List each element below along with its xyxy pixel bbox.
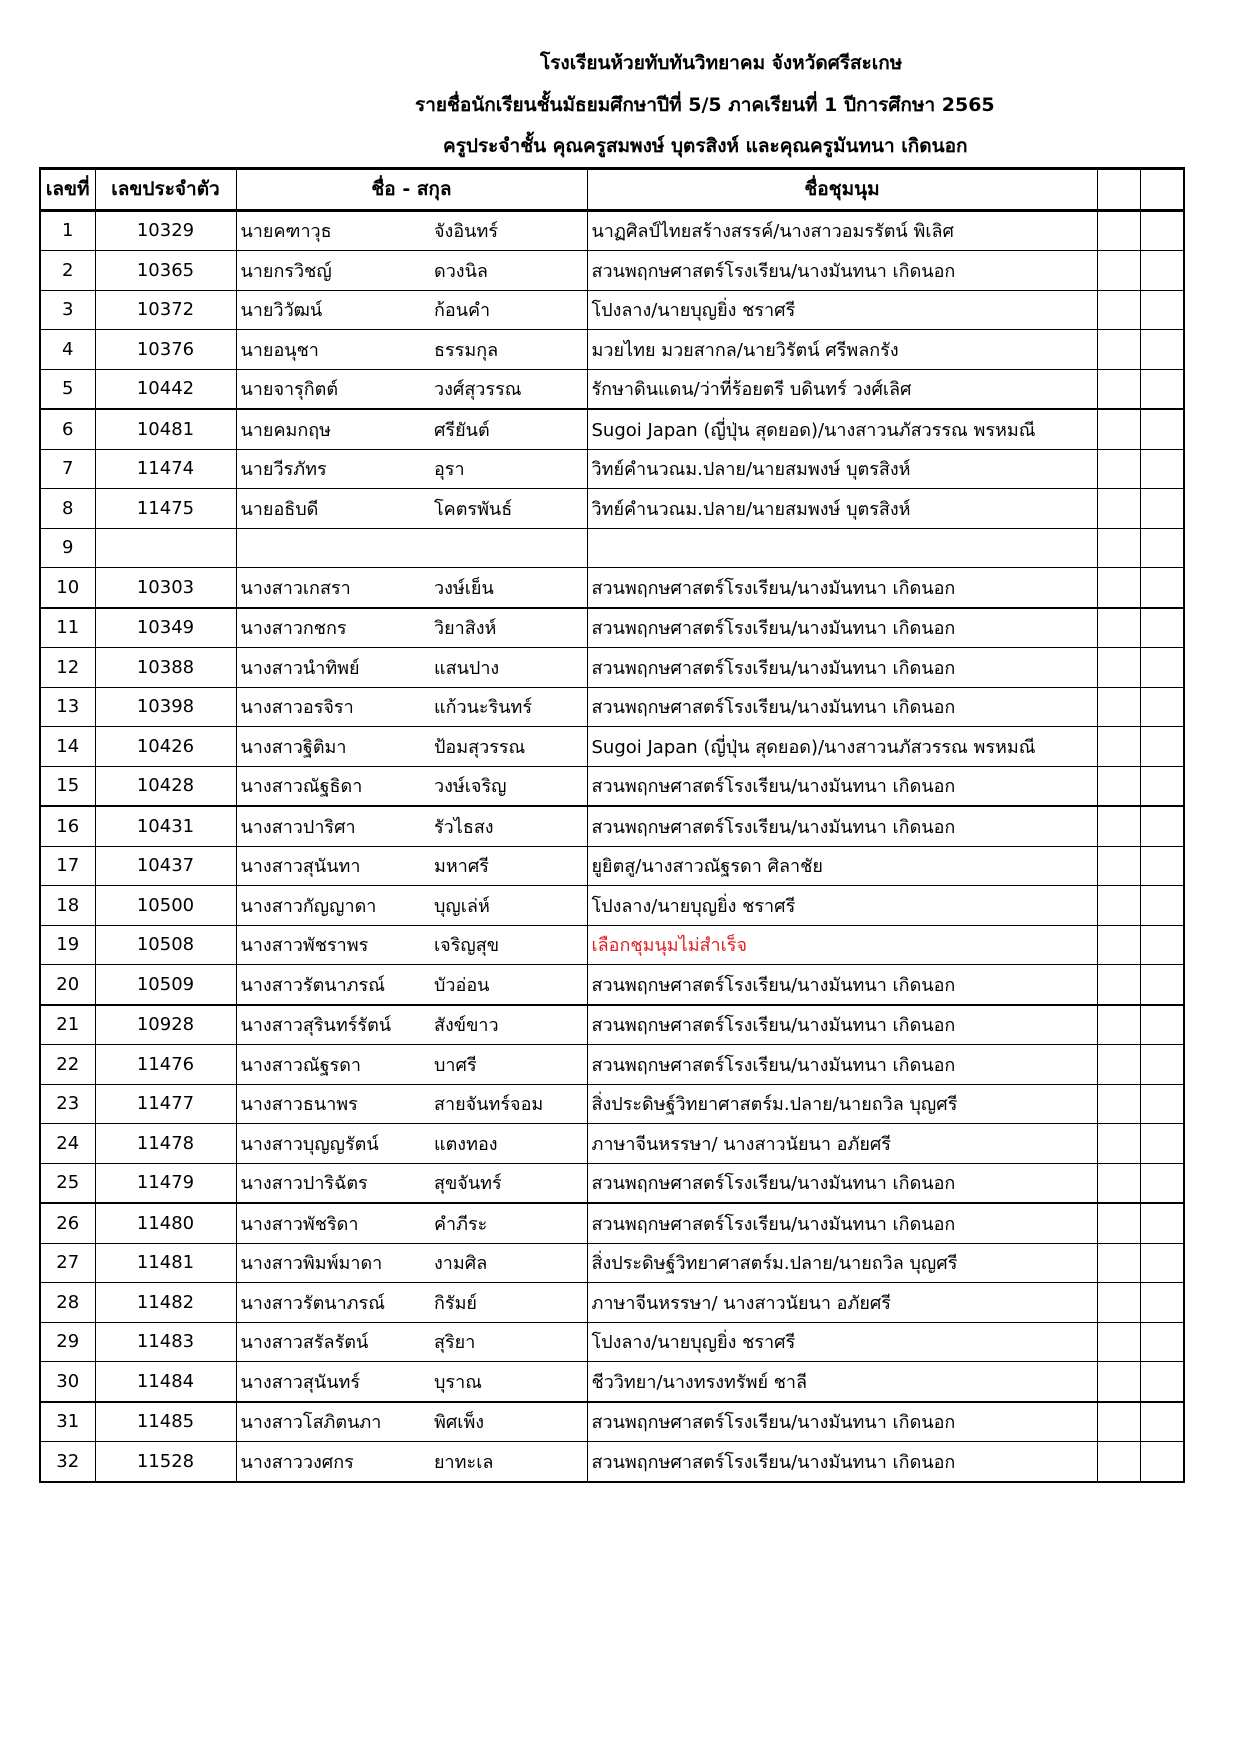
cell-first-name: นางสาวกัญญาดา bbox=[236, 886, 430, 926]
cell-club: สวนพฤกษศาสตร์โรงเรียน/นางมันทนา เกิดนอก bbox=[587, 648, 1097, 688]
cell-blank-2 bbox=[1140, 1402, 1184, 1442]
cell-club: สวนพฤกษศาสตร์โรงเรียน/นางมันทนา เกิดนอก bbox=[587, 1203, 1097, 1243]
cell-first-name: นางสาวรัตนาภรณ์ bbox=[236, 1283, 430, 1323]
table-row bbox=[40, 1362, 1184, 1402]
cell-blank-1 bbox=[1097, 1362, 1140, 1402]
cell-blank-2 bbox=[1140, 1283, 1184, 1323]
cell-first-name: นายคมกฤษ bbox=[236, 409, 430, 449]
cell-last-name: พิศเพ็ง bbox=[430, 1402, 587, 1442]
cell-first-name: นางสาวณัฐธิดา bbox=[236, 766, 430, 806]
cell-last-name: ยาทะเล bbox=[430, 1442, 587, 1482]
cell-blank-2 bbox=[1140, 965, 1184, 1005]
cell-club: วิทย์คำนวณม.ปลาย/นายสมพงษ์ บุตรสิงห์ bbox=[587, 489, 1097, 529]
cell-blank-1 bbox=[1097, 965, 1140, 1005]
table-row bbox=[40, 925, 1184, 965]
cell-club: สวนพฤกษศาสตร์โรงเรียน/นางมันทนา เกิดนอก bbox=[587, 806, 1097, 846]
cell-student-id: 10481 bbox=[95, 409, 236, 449]
cell-last-name: บาศรี bbox=[430, 1045, 587, 1085]
table-row bbox=[40, 1322, 1184, 1362]
cell-no: 8 bbox=[40, 489, 95, 529]
cell-last-name bbox=[430, 528, 587, 568]
table-row bbox=[40, 409, 1184, 449]
cell-student-id: 11483 bbox=[95, 1322, 236, 1362]
table-row bbox=[40, 886, 1184, 926]
cell-no: 4 bbox=[40, 330, 95, 370]
cell-last-name: อุรา bbox=[430, 449, 587, 489]
cell-no: 1 bbox=[40, 210, 95, 251]
cell-no: 23 bbox=[40, 1084, 95, 1124]
table-row bbox=[40, 1084, 1184, 1124]
col-header-id: เลขประจำตัว bbox=[95, 169, 236, 211]
cell-no: 5 bbox=[40, 369, 95, 409]
cell-blank-1 bbox=[1097, 1124, 1140, 1164]
cell-first-name: นางสาวณัฐรดา bbox=[236, 1045, 430, 1085]
cell-first-name: นางสาวรัตนาภรณ์ bbox=[236, 965, 430, 1005]
cell-last-name: วงษ์เจริญ bbox=[430, 766, 587, 806]
student-table bbox=[39, 167, 1185, 1483]
table-row bbox=[40, 1402, 1184, 1442]
cell-no: 30 bbox=[40, 1362, 95, 1402]
cell-club: โปงลาง/นายบุญยิ่ง ชราศรี bbox=[587, 1322, 1097, 1362]
cell-first-name: นางสาวพัชริดา bbox=[236, 1203, 430, 1243]
col-header-no: เลขที่ bbox=[40, 169, 95, 211]
cell-student-id: 10928 bbox=[95, 1005, 236, 1045]
cell-blank-1 bbox=[1097, 409, 1140, 449]
cell-club: Sugoi Japan (ญี่ปุ่น สุดยอด)/นางสาวนภัสวรรณ พรหมณี bbox=[587, 409, 1097, 449]
cell-club: สวนพฤกษศาสตร์โรงเรียน/นางมันทนา เกิดนอก bbox=[587, 766, 1097, 806]
cell-blank-2 bbox=[1140, 251, 1184, 291]
cell-blank-1 bbox=[1097, 687, 1140, 727]
cell-no: 20 bbox=[40, 965, 95, 1005]
cell-blank-1 bbox=[1097, 608, 1140, 648]
cell-first-name: นางสาวพิมพ์มาดา bbox=[236, 1243, 430, 1283]
cell-student-id: 10303 bbox=[95, 568, 236, 608]
cell-club: รักษาดินแดน/ว่าที่ร้อยตรี บดินทร์ วงศ์เลิศ bbox=[587, 369, 1097, 409]
table-row bbox=[40, 965, 1184, 1005]
cell-no: 19 bbox=[40, 925, 95, 965]
cell-student-id: 11476 bbox=[95, 1045, 236, 1085]
cell-club: มวยไทย มวยสากล/นายวิรัตน์ ศรีพลกรัง bbox=[587, 330, 1097, 370]
cell-student-id: 10329 bbox=[95, 210, 236, 251]
cell-blank-1 bbox=[1097, 1402, 1140, 1442]
cell-blank-1 bbox=[1097, 1163, 1140, 1203]
cell-blank-1 bbox=[1097, 1005, 1140, 1045]
cell-student-id: 10426 bbox=[95, 727, 236, 767]
cell-last-name: วงษ์เย็น bbox=[430, 568, 587, 608]
cell-first-name bbox=[236, 528, 430, 568]
cell-student-id: 10500 bbox=[95, 886, 236, 926]
cell-no: 11 bbox=[40, 608, 95, 648]
cell-club: ยูยิตสู/นางสาวณัฐรดา ศิลาชัย bbox=[587, 846, 1097, 886]
cell-student-id: 10442 bbox=[95, 369, 236, 409]
table-row bbox=[40, 1203, 1184, 1243]
cell-no: 7 bbox=[40, 449, 95, 489]
cell-club: โปงลาง/นายบุญยิ่ง ชราศรี bbox=[587, 886, 1097, 926]
cell-club: สวนพฤกษศาสตร์โรงเรียน/นางมันทนา เกิดนอก bbox=[587, 687, 1097, 727]
cell-club: สิ่งประดิษฐ์วิทยาศาสตร์ม.ปลาย/นายถวิล บุญศรี bbox=[587, 1084, 1097, 1124]
cell-blank-2 bbox=[1140, 1045, 1184, 1085]
cell-no: 9 bbox=[40, 528, 95, 568]
cell-no: 28 bbox=[40, 1283, 95, 1323]
cell-blank-2 bbox=[1140, 846, 1184, 886]
cell-blank-2 bbox=[1140, 290, 1184, 330]
cell-blank-2 bbox=[1140, 648, 1184, 688]
cell-club: สวนพฤกษศาสตร์โรงเรียน/นางมันทนา เกิดนอก bbox=[587, 1163, 1097, 1203]
table-row bbox=[40, 727, 1184, 767]
cell-last-name: แสนปาง bbox=[430, 648, 587, 688]
cell-student-id: 11477 bbox=[95, 1084, 236, 1124]
cell-blank-2 bbox=[1140, 1243, 1184, 1283]
cell-no: 6 bbox=[40, 409, 95, 449]
cell-last-name: บุราณ bbox=[430, 1362, 587, 1402]
cell-blank-2 bbox=[1140, 1203, 1184, 1243]
cell-first-name: นางสาวอรจิรา bbox=[236, 687, 430, 727]
table-row bbox=[40, 251, 1184, 291]
table-row bbox=[40, 1243, 1184, 1283]
table-row bbox=[40, 330, 1184, 370]
table-row bbox=[40, 608, 1184, 648]
cell-student-id: 11480 bbox=[95, 1203, 236, 1243]
cell-student-id: 11475 bbox=[95, 489, 236, 529]
cell-first-name: นายอธิบดี bbox=[236, 489, 430, 529]
cell-club: สวนพฤกษศาสตร์โรงเรียน/นางมันทนา เกิดนอก bbox=[587, 1402, 1097, 1442]
cell-last-name: จังอินทร์ bbox=[430, 210, 587, 251]
cell-last-name: บัวอ่อน bbox=[430, 965, 587, 1005]
cell-blank-1 bbox=[1097, 727, 1140, 767]
cell-first-name: นางสาวสุรินทร์รัตน์ bbox=[236, 1005, 430, 1045]
cell-blank-1 bbox=[1097, 1322, 1140, 1362]
cell-student-id: 11528 bbox=[95, 1442, 236, 1482]
cell-first-name: นางสาววงศกร bbox=[236, 1442, 430, 1482]
cell-blank-2 bbox=[1140, 1124, 1184, 1164]
school-title: โรงเรียนห้วยทับทันวิทยาคม จังหวัดศรีสะเกษ bbox=[540, 52, 903, 74]
cell-no: 31 bbox=[40, 1402, 95, 1442]
table-row bbox=[40, 1163, 1184, 1203]
cell-club: วิทย์คำนวณม.ปลาย/นายสมพงษ์ บุตรสิงห์ bbox=[587, 449, 1097, 489]
cell-blank-1 bbox=[1097, 1442, 1140, 1482]
cell-last-name: แตงทอง bbox=[430, 1124, 587, 1164]
cell-no: 10 bbox=[40, 568, 95, 608]
cell-first-name: นางสาวโสภิตนภา bbox=[236, 1402, 430, 1442]
cell-blank-2 bbox=[1140, 1005, 1184, 1045]
table-row bbox=[40, 766, 1184, 806]
cell-no: 15 bbox=[40, 766, 95, 806]
cell-first-name: นางสาวกชกร bbox=[236, 608, 430, 648]
cell-blank-1 bbox=[1097, 568, 1140, 608]
cell-first-name: นางสาวฐิติมา bbox=[236, 727, 430, 767]
cell-student-id: 10376 bbox=[95, 330, 236, 370]
cell-student-id: 10398 bbox=[95, 687, 236, 727]
cell-student-id: 10372 bbox=[95, 290, 236, 330]
cell-club: เลือกชุมนุมไม่สำเร็จ bbox=[587, 925, 1097, 965]
cell-last-name: สายจันทร์จอม bbox=[430, 1084, 587, 1124]
cell-last-name: บุญเล่ห์ bbox=[430, 886, 587, 926]
cell-student-id: 10509 bbox=[95, 965, 236, 1005]
cell-blank-2 bbox=[1140, 687, 1184, 727]
cell-last-name: วงศ์สุวรรณ bbox=[430, 369, 587, 409]
cell-blank-2 bbox=[1140, 1442, 1184, 1482]
cell-club: สวนพฤกษศาสตร์โรงเรียน/นางมันทนา เกิดนอก bbox=[587, 965, 1097, 1005]
cell-last-name: ศรียันต์ bbox=[430, 409, 587, 449]
table-row bbox=[40, 1005, 1184, 1045]
cell-first-name: นางสาวสุนันทร์ bbox=[236, 1362, 430, 1402]
cell-blank-1 bbox=[1097, 528, 1140, 568]
col-header-name: ชื่อ - สกุล bbox=[236, 169, 587, 211]
cell-blank-1 bbox=[1097, 925, 1140, 965]
cell-blank-2 bbox=[1140, 449, 1184, 489]
cell-first-name: นางสาวปาริศา bbox=[236, 806, 430, 846]
cell-blank-1 bbox=[1097, 1283, 1140, 1323]
cell-first-name: นางสาวนำทิพย์ bbox=[236, 648, 430, 688]
table-row bbox=[40, 1124, 1184, 1164]
cell-student-id: 10388 bbox=[95, 648, 236, 688]
cell-no: 29 bbox=[40, 1322, 95, 1362]
cell-student-id: 11482 bbox=[95, 1283, 236, 1323]
cell-student-id: 10349 bbox=[95, 608, 236, 648]
cell-blank-1 bbox=[1097, 1203, 1140, 1243]
cell-last-name: วิยาสิงห์ bbox=[430, 608, 587, 648]
cell-blank-1 bbox=[1097, 330, 1140, 370]
cell-student-id: 11484 bbox=[95, 1362, 236, 1402]
cell-first-name: นางสาวเกสรา bbox=[236, 568, 430, 608]
table-row bbox=[40, 449, 1184, 489]
cell-first-name: นายวีรภัทร bbox=[236, 449, 430, 489]
cell-student-id: 10508 bbox=[95, 925, 236, 965]
cell-student-id: 11479 bbox=[95, 1163, 236, 1203]
table-row bbox=[40, 1283, 1184, 1323]
cell-blank-2 bbox=[1140, 330, 1184, 370]
cell-blank-1 bbox=[1097, 886, 1140, 926]
table-row bbox=[40, 806, 1184, 846]
cell-no: 26 bbox=[40, 1203, 95, 1243]
cell-last-name: เจริญสุข bbox=[430, 925, 587, 965]
cell-last-name: งามศิล bbox=[430, 1243, 587, 1283]
cell-no: 21 bbox=[40, 1005, 95, 1045]
cell-blank-1 bbox=[1097, 1084, 1140, 1124]
table-row bbox=[40, 846, 1184, 886]
cell-last-name: ธรรมกุล bbox=[430, 330, 587, 370]
cell-blank-2 bbox=[1140, 806, 1184, 846]
cell-blank-2 bbox=[1140, 489, 1184, 529]
class-title: รายชื่อนักเรียนชั้นมัธยมศึกษาปีที่ 5/5 ภาคเรียนที่ 1 ปีการศึกษา 2565 bbox=[415, 94, 995, 116]
cell-student-id: 11485 bbox=[95, 1402, 236, 1442]
table-row bbox=[40, 648, 1184, 688]
table-row bbox=[40, 568, 1184, 608]
cell-last-name: แก้วนะรินทร์ bbox=[430, 687, 587, 727]
cell-last-name: สังข์ขาว bbox=[430, 1005, 587, 1045]
table-row bbox=[40, 687, 1184, 727]
cell-blank-1 bbox=[1097, 766, 1140, 806]
cell-club: สวนพฤกษศาสตร์โรงเรียน/นางมันทนา เกิดนอก bbox=[587, 1442, 1097, 1482]
cell-no: 2 bbox=[40, 251, 95, 291]
cell-blank-1 bbox=[1097, 846, 1140, 886]
cell-club: สิ่งประดิษฐ์วิทยาศาสตร์ม.ปลาย/นายถวิล บุญศรี bbox=[587, 1243, 1097, 1283]
cell-no: 13 bbox=[40, 687, 95, 727]
cell-student-id: 11478 bbox=[95, 1124, 236, 1164]
cell-club: สวนพฤกษศาสตร์โรงเรียน/นางมันทนา เกิดนอก bbox=[587, 1005, 1097, 1045]
cell-club bbox=[587, 528, 1097, 568]
cell-club: สวนพฤกษศาสตร์โรงเรียน/นางมันทนา เกิดนอก bbox=[587, 1045, 1097, 1085]
cell-no: 27 bbox=[40, 1243, 95, 1283]
cell-no: 24 bbox=[40, 1124, 95, 1164]
cell-blank-2 bbox=[1140, 1322, 1184, 1362]
cell-club: สวนพฤกษศาสตร์โรงเรียน/นางมันทนา เกิดนอก bbox=[587, 568, 1097, 608]
table-row bbox=[40, 1045, 1184, 1085]
cell-blank-2 bbox=[1140, 608, 1184, 648]
cell-last-name: สุขจันทร์ bbox=[430, 1163, 587, 1203]
cell-no: 18 bbox=[40, 886, 95, 926]
cell-first-name: นายกรวิชญ์ bbox=[236, 251, 430, 291]
cell-last-name: รัวไธสง bbox=[430, 806, 587, 846]
cell-club: Sugoi Japan (ญี่ปุ่น สุดยอด)/นางสาวนภัสวรรณ พรหมณี bbox=[587, 727, 1097, 767]
cell-no: 25 bbox=[40, 1163, 95, 1203]
cell-club: โปงลาง/นายบุญยิ่ง ชราศรี bbox=[587, 290, 1097, 330]
cell-no: 32 bbox=[40, 1442, 95, 1482]
cell-blank-1 bbox=[1097, 290, 1140, 330]
cell-last-name: คำภีระ bbox=[430, 1203, 587, 1243]
table-row bbox=[40, 369, 1184, 409]
cell-student-id: 10431 bbox=[95, 806, 236, 846]
cell-no: 14 bbox=[40, 727, 95, 767]
cell-blank-1 bbox=[1097, 489, 1140, 529]
cell-first-name: นางสาวสรัลรัตน์ bbox=[236, 1322, 430, 1362]
table-row bbox=[40, 210, 1184, 251]
table-row bbox=[40, 290, 1184, 330]
cell-club: สวนพฤกษศาสตร์โรงเรียน/นางมันทนา เกิดนอก bbox=[587, 608, 1097, 648]
cell-first-name: นายจารุกิตต์ bbox=[236, 369, 430, 409]
col-header-blank-2 bbox=[1140, 169, 1184, 211]
cell-blank-2 bbox=[1140, 528, 1184, 568]
cell-blank-2 bbox=[1140, 1084, 1184, 1124]
cell-blank-1 bbox=[1097, 1045, 1140, 1085]
table-row bbox=[40, 1442, 1184, 1482]
cell-no: 12 bbox=[40, 648, 95, 688]
cell-blank-1 bbox=[1097, 806, 1140, 846]
cell-first-name: นายวิวัฒน์ bbox=[236, 290, 430, 330]
cell-blank-2 bbox=[1140, 1362, 1184, 1402]
cell-club: นาฏศิลป์ไทยสร้างสรรค์/นางสาวอมรรัตน์ พิเลิศ bbox=[587, 210, 1097, 251]
cell-blank-1 bbox=[1097, 369, 1140, 409]
cell-student-id: 10437 bbox=[95, 846, 236, 886]
cell-student-id: 11474 bbox=[95, 449, 236, 489]
cell-first-name: นางสาวปาริฉัตร bbox=[236, 1163, 430, 1203]
col-header-blank-1 bbox=[1097, 169, 1140, 211]
cell-first-name: นายคฑาวุธ bbox=[236, 210, 430, 251]
table-body bbox=[40, 210, 1184, 1482]
cell-club: ชีววิทยา/นางทรงทรัพย์ ชาลี bbox=[587, 1362, 1097, 1402]
cell-student-id: 11481 bbox=[95, 1243, 236, 1283]
cell-blank-1 bbox=[1097, 1243, 1140, 1283]
table-header-row bbox=[40, 169, 1184, 211]
cell-last-name: ป้อมสุวรรณ bbox=[430, 727, 587, 767]
cell-no: 22 bbox=[40, 1045, 95, 1085]
col-header-club: ชื่อชุมนุม bbox=[587, 169, 1097, 211]
cell-blank-2 bbox=[1140, 925, 1184, 965]
cell-first-name: นางสาวพัชราพร bbox=[236, 925, 430, 965]
cell-club: ภาษาจีนหรรษา/ นางสาวนัยนา อภัยศรี bbox=[587, 1124, 1097, 1164]
cell-no: 16 bbox=[40, 806, 95, 846]
cell-blank-1 bbox=[1097, 648, 1140, 688]
cell-no: 17 bbox=[40, 846, 95, 886]
cell-blank-2 bbox=[1140, 369, 1184, 409]
cell-first-name: นางสาวบุญญรัตน์ bbox=[236, 1124, 430, 1164]
cell-last-name: โคตรพันธ์ bbox=[430, 489, 587, 529]
cell-first-name: นางสาวสุนันทา bbox=[236, 846, 430, 886]
table-row bbox=[40, 489, 1184, 529]
table-row bbox=[40, 528, 1184, 568]
cell-blank-2 bbox=[1140, 766, 1184, 806]
cell-blank-2 bbox=[1140, 568, 1184, 608]
cell-last-name: สุริยา bbox=[430, 1322, 587, 1362]
cell-first-name: นางสาวธนาพร bbox=[236, 1084, 430, 1124]
cell-first-name: นายอนุชา bbox=[236, 330, 430, 370]
cell-blank-2 bbox=[1140, 1163, 1184, 1203]
cell-blank-2 bbox=[1140, 409, 1184, 449]
cell-student-id bbox=[95, 528, 236, 568]
cell-student-id: 10365 bbox=[95, 251, 236, 291]
cell-blank-2 bbox=[1140, 886, 1184, 926]
cell-club: ภาษาจีนหรรษา/ นางสาวนัยนา อภัยศรี bbox=[587, 1283, 1097, 1323]
teachers-line: ครูประจำชั้น คุณครูสมพงษ์ บุตรสิงห์ และคุณครูมันทนา เกิดนอก bbox=[443, 135, 968, 157]
cell-student-id: 10428 bbox=[95, 766, 236, 806]
cell-blank-1 bbox=[1097, 210, 1140, 251]
cell-blank-1 bbox=[1097, 251, 1140, 291]
cell-club: สวนพฤกษศาสตร์โรงเรียน/นางมันทนา เกิดนอก bbox=[587, 251, 1097, 291]
cell-blank-2 bbox=[1140, 210, 1184, 251]
cell-last-name: กิรัมย์ bbox=[430, 1283, 587, 1323]
cell-no: 3 bbox=[40, 290, 95, 330]
cell-blank-1 bbox=[1097, 449, 1140, 489]
cell-last-name: ดวงนิล bbox=[430, 251, 587, 291]
cell-last-name: มหาศรี bbox=[430, 846, 587, 886]
cell-last-name: ก้อนคำ bbox=[430, 290, 587, 330]
cell-blank-2 bbox=[1140, 727, 1184, 767]
